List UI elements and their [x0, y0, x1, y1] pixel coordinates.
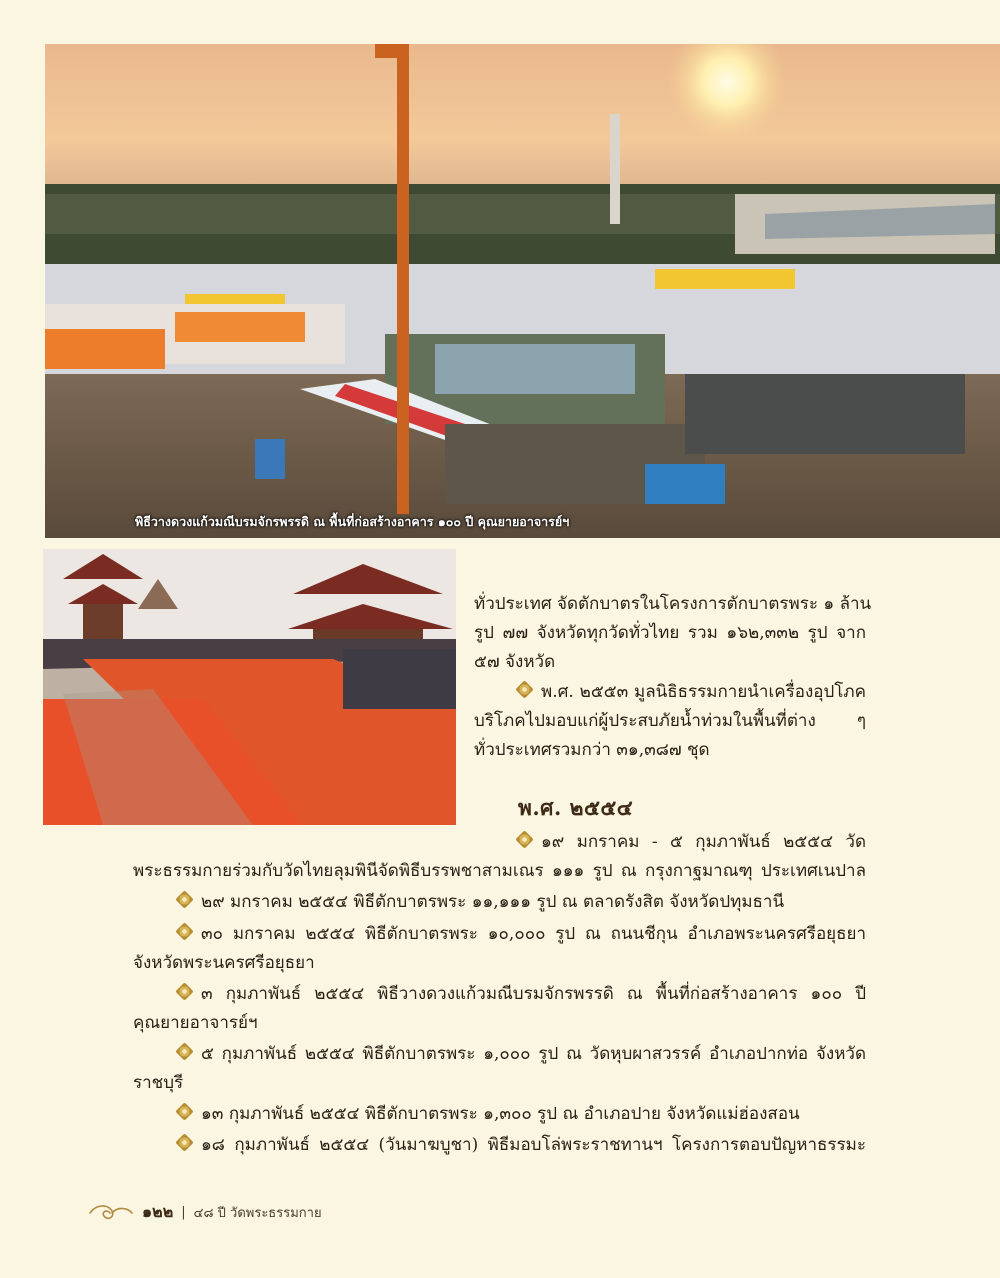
event-continuation — [133, 857, 866, 886]
intro-paragraph — [474, 590, 872, 677]
event-first-line — [178, 1131, 866, 1160]
event-item — [518, 828, 866, 857]
event-continuation — [133, 949, 866, 978]
diamond-bullet-icon — [175, 922, 193, 940]
event-item — [178, 1040, 866, 1069]
event-continuation — [133, 1069, 866, 1098]
page-number: ๑๒๒ — [142, 1202, 174, 1221]
event-first-line — [178, 920, 866, 949]
diamond-bullet-icon — [175, 1042, 193, 1060]
event-first-line — [178, 1040, 866, 1069]
diamond-bullet-icon — [175, 1133, 193, 1151]
event-first-line — [178, 980, 866, 1009]
diamond-bullet-icon — [175, 890, 193, 908]
event-text: ๑๘ กุมภาพันธ์ ๒๕๕๔ (วันมาฆบูชา) พิธีมอบโล่พระราชทานฯ โครงการตอบปัญหาธรรมะ — [201, 1135, 866, 1155]
diamond-bullet-icon — [515, 830, 533, 848]
event-text: ๑๓ กุมภาพันธ์ ๒๕๕๔ พิธีตักบาตรพระ ๑,๓๐๐ รูป ณ อำเภอปาย จังหวัดแม่ฮ่องสอน — [201, 1104, 800, 1124]
event-text: ๒๙ มกราคม ๒๕๕๔ พิธีตักบาตรพระ ๑๑,๑๑๑ รูป ณ ตลาดรังสิต จังหวัดปทุมธานี — [201, 892, 785, 912]
event-text: ๑๙ มกราคม - ๕ กุมภาพันธ์ ๒๕๕๔ วัด — [541, 832, 866, 852]
event-rest-line: พระธรรมกายร่วมกับวัดไทยลุมพินีจัดพิธีบรรพชาสามเณร ๑๑๑ รูป ณ กรุงกาฐมาณฑุ ประเทศเนปาล — [133, 861, 866, 881]
event-first-line — [178, 888, 866, 917]
photo-caption: พิธีวางดวงแก้วมณีบรมจักรพรรดิ ณ พื้นที่ก่อสร้างอาคาร ๑๐๐ ปี คุณยายอาจารย์ฯ — [135, 514, 570, 529]
diamond-bullet-icon — [515, 680, 533, 698]
diamond-bullet-icon — [175, 982, 193, 1000]
item-2553-text: พ.ศ. ๒๕๕๓ มูลนิธิธรรมกายนำเครื่องอุปโภค — [541, 682, 866, 702]
event-text: ๕ กุมภาพันธ์ ๒๕๕๔ พิธีตักบาตรพระ ๑,๐๐๐ รูป ณ วัดหุบผาสวรรค์ อำเภอปากท่อ จังหวัด — [201, 1044, 866, 1064]
nepal-ordination-photo — [43, 549, 456, 825]
event-item — [178, 1100, 866, 1129]
item-2553-line — [474, 678, 866, 707]
year-heading: พ.ศ. ๒๕๕๔ — [518, 795, 634, 820]
item-2553-line: บริโภคไปมอบแก่ผู้ประสบภัยน้ำท่วมในพื้นที่ต่าง ๆ — [474, 711, 866, 731]
item-2553 — [474, 678, 866, 765]
event-text: ๓๐ มกราคม ๒๕๕๔ พิธีตักบาตรพระ ๑๐,๐๐๐ รูป ณ ถนนชีกุน อำเภอพระนครศรีอยุธยา — [201, 924, 866, 944]
ornament-swirl-icon — [88, 1202, 134, 1224]
ceremony-photo — [45, 44, 1000, 538]
event-item — [178, 888, 866, 917]
item-2553-line: ทั่วประเทศรวมกว่า ๓๑,๓๘๗ ชุด — [474, 740, 710, 760]
event-first-line — [178, 1100, 866, 1129]
event-item — [178, 980, 866, 1009]
footer-separator: | — [181, 1205, 186, 1220]
event-rest-line: ราชบุรี — [133, 1073, 184, 1093]
diamond-bullet-icon — [175, 1102, 193, 1120]
event-first-line — [518, 828, 866, 857]
event-item — [178, 920, 866, 949]
event-rest-line: คุณยายอาจารย์ฯ — [133, 1013, 258, 1033]
intro-line: ทั่วประเทศ จัดตักบาตรในโครงการตักบาตรพระ ๑ ล้าน — [474, 594, 872, 614]
book-title: ๔๘ ปี วัดพระธรรมกาย — [193, 1206, 322, 1221]
event-item — [178, 1131, 866, 1160]
event-continuation — [133, 1009, 866, 1038]
page-footer — [88, 1200, 322, 1225]
intro-line: ๕๗ จังหวัด — [474, 652, 556, 672]
intro-line: รูป ๗๗ จังหวัดทุกวัดทั่วไทย รวม ๑๖๒,๓๓๒ รูป จาก — [474, 623, 866, 643]
event-text: ๓ กุมภาพันธ์ ๒๕๕๔ พิธีวางดวงแก้วมณีบรมจักรพรรดิ ณ พื้นที่ก่อสร้างอาคาร ๑๐๐ ปี — [201, 984, 866, 1004]
event-rest-line: จังหวัดพระนครศรีอยุธยา — [133, 953, 315, 973]
